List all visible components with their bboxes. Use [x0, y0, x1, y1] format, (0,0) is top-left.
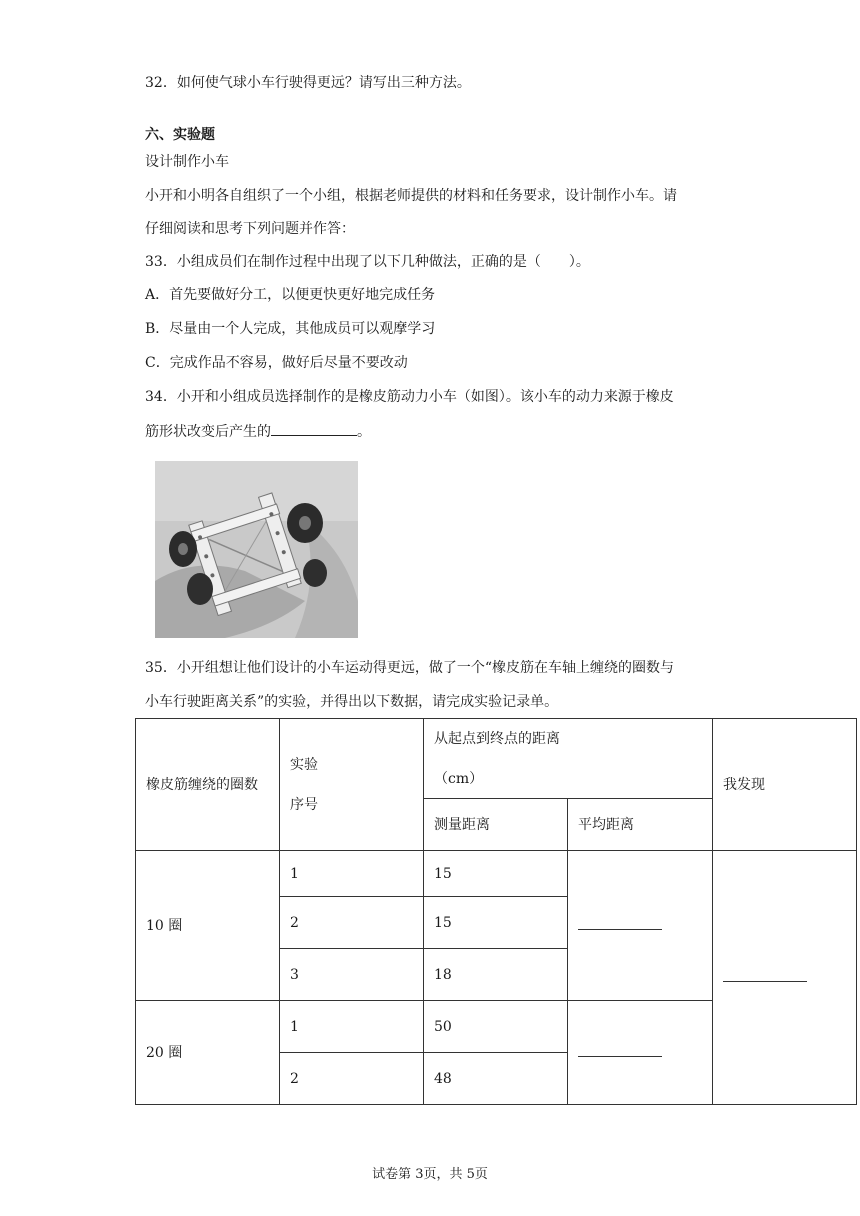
- turns-cell: 10 圈: [136, 851, 280, 1001]
- distance-cell: 15: [424, 851, 568, 897]
- trial-cell: 1: [280, 1001, 424, 1053]
- header-trial: [280, 719, 424, 851]
- distance-cell: 18: [424, 949, 568, 1001]
- subtitle: 设计制作小车: [145, 154, 229, 170]
- question-34-end: 。: [357, 424, 371, 440]
- header-trial-line-1: 实验: [290, 756, 318, 773]
- question-32: 32．如何使气球小车行驶得更远？请写出三种方法。: [145, 75, 471, 91]
- finding-blank[interactable]: [723, 969, 807, 982]
- intro-line-2: 仔细阅读和思考下列问题并作答：: [145, 221, 355, 237]
- trial-cell: 1: [280, 851, 424, 897]
- average-cell[interactable]: [568, 1001, 713, 1105]
- question-33-option-a: A．首先要做好分工，以便更快更好地完成任务: [145, 287, 436, 303]
- question-35-line-2: 小车行驶距离关系”的实验，并得出以下数据，请完成实验记录单。: [145, 694, 559, 710]
- header-distance-line-2: （cm）: [434, 770, 484, 787]
- section-title: 六、实验题: [145, 127, 215, 143]
- header-average: 平均距离: [568, 799, 713, 851]
- distance-cell: 48: [424, 1053, 568, 1105]
- average-blank[interactable]: [578, 1044, 662, 1057]
- question-33-stem: 33．小组成员们在制作过程中出现了以下几种做法，正确的是（ ）。: [145, 254, 590, 270]
- header-distance: [424, 719, 713, 799]
- experiment-record-table: [135, 718, 857, 1105]
- table-row: [136, 851, 857, 897]
- average-cell[interactable]: [568, 851, 713, 1001]
- finding-cell[interactable]: [713, 851, 857, 1105]
- header-trial-line-2: 序号: [290, 796, 318, 813]
- trial-cell: 2: [280, 1053, 424, 1105]
- question-33-option-b: B．尽量由一个人完成，其他成员可以观摩学习: [145, 321, 436, 337]
- question-34-text: 筋形状改变后产生的: [145, 424, 271, 440]
- header-turns: 橡皮筋缠绕的圈数: [136, 719, 280, 851]
- trial-cell: 2: [280, 897, 424, 949]
- question-34-line-2: [145, 421, 371, 442]
- distance-cell: 15: [424, 897, 568, 949]
- distance-cell: 50: [424, 1001, 568, 1053]
- question-34-line-1: 34．小开和小组成员选择制作的是橡皮筋动力小车（如图）。该小车的动力来源于橡皮: [145, 389, 674, 405]
- page-footer: 试卷第 3页，共 5页: [372, 1167, 488, 1182]
- average-blank[interactable]: [578, 917, 662, 930]
- header-finding: 我发现: [713, 719, 857, 851]
- header-distance-line-1: 从起点到终点的距离: [434, 730, 560, 747]
- trial-cell: 3: [280, 949, 424, 1001]
- question-33-option-c: C．完成作品不容易，做好后尽量不要改动: [145, 355, 408, 371]
- header-measured: 测量距离: [424, 799, 568, 851]
- question-35-line-1: 35．小开组想让他们设计的小车运动得更远，做了一个“橡皮筋在车轴上缠绕的圈数与: [145, 660, 674, 676]
- turns-cell: 20 圈: [136, 1001, 280, 1105]
- intro-line-1: 小开和小明各自组织了一个小组，根据老师提供的材料和任务要求，设计制作小车。请: [145, 188, 677, 204]
- rubber-band-car-photo: [155, 461, 358, 638]
- answer-blank[interactable]: [271, 421, 357, 436]
